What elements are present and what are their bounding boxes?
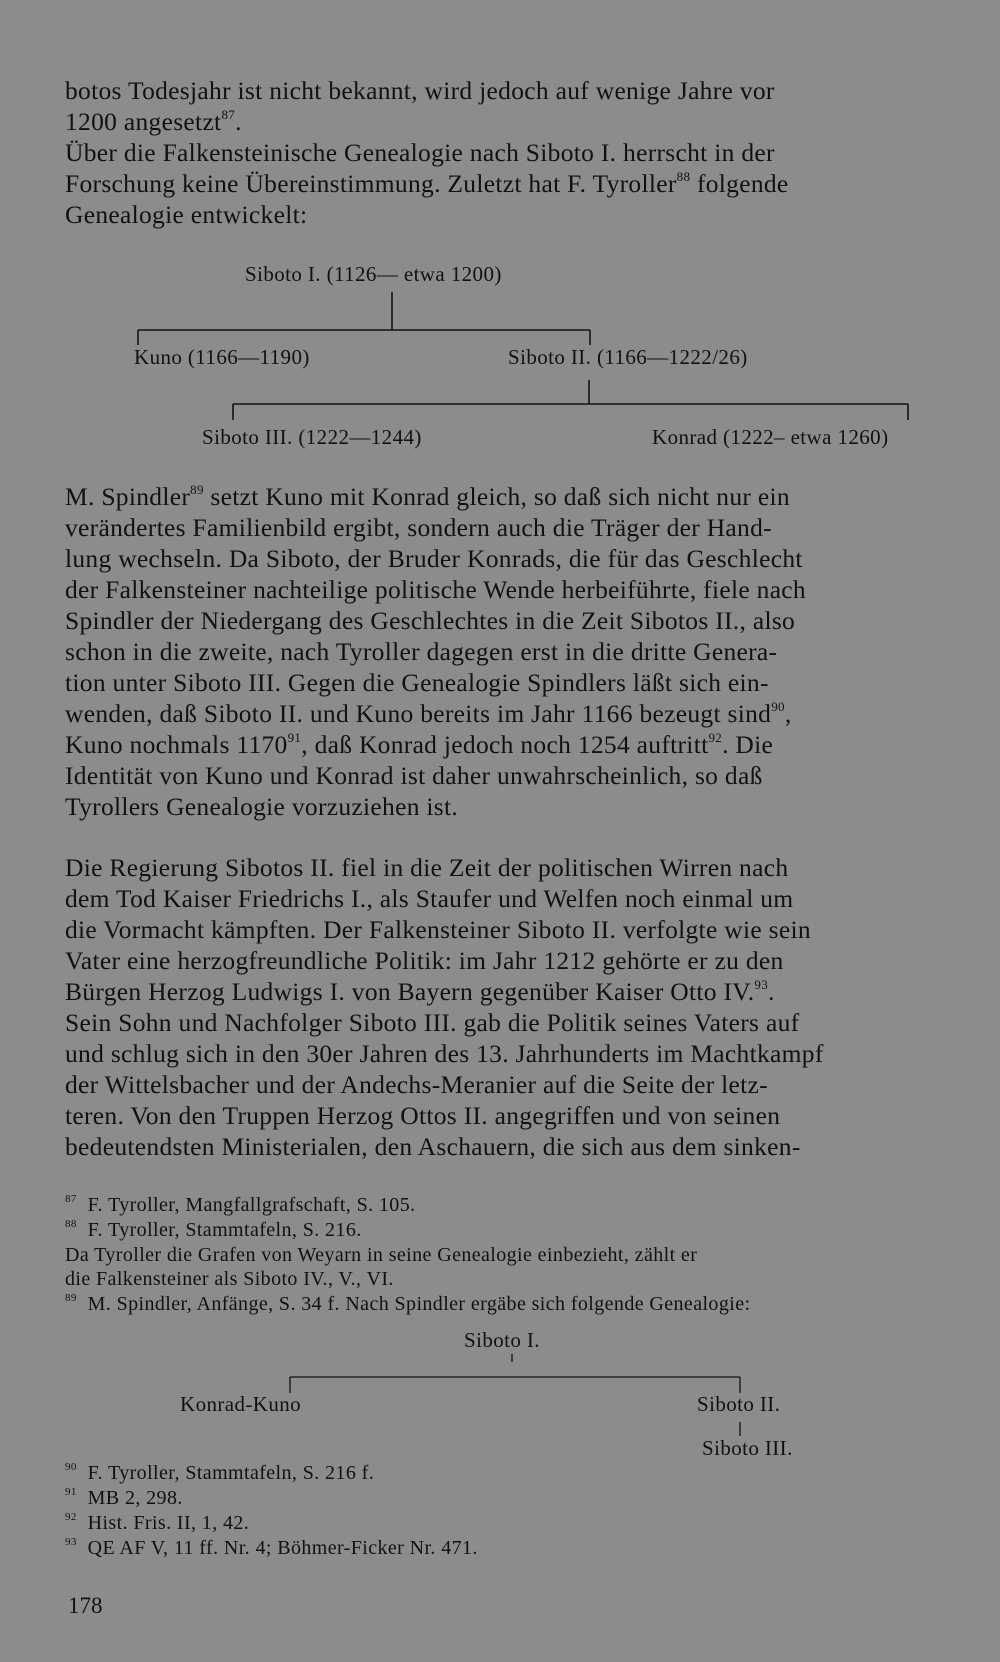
text-line: Genealogie entwickelt:: [65, 200, 308, 229]
text-line: die Vormacht kämpften. Der Falkensteiner Siboto II. verfolgte wie sein: [65, 915, 811, 944]
text-line: tion unter Siboto III. Gegen die Genealogie Spindlers läßt sich ein-: [65, 668, 769, 697]
footnote-91: $^{91}$ MB 2, 298.: [65, 1486, 183, 1509]
footnote-88-continuation: Da Tyroller die Grafen von Weyarn in seine Genealogie einbezieht, zählt er die Falkensteiner als Siboto IV., V., VI.: [65, 1244, 698, 1290]
text-line: Tyrollers Genealogie vorzuziehen ist.: [65, 792, 459, 821]
text-line: Über die Falkensteinische Genealogie nach Siboto I. herrscht in der: [65, 138, 775, 167]
text-line: schon in die zweite, nach Tyroller dagegen erst in die dritte Genera-: [65, 637, 778, 666]
text-line: Sein Sohn und Nachfolger Siboto III. gab die Politik seines Vaters auf: [65, 1008, 800, 1037]
footnote-ref: 88: [676, 169, 691, 184]
text-line: Identität von Kuno und Konrad ist daher unwahrscheinlich, so daß: [65, 761, 763, 790]
text-line: der Falkensteiner nachteilige politische Wende herbeiführte, fiele nach: [65, 575, 806, 604]
footnote-89: $^{89}$ M. Spindler, Anfänge, S. 34 f. Nach Spindler ergäbe sich folgende Genealogie:: [65, 1292, 751, 1315]
text-line: Vater eine herzogfreundliche Politik: im Jahr 1212 gehörte er zu den: [65, 946, 784, 975]
text-line: Die Regierung Sibotos II. fiel in die Zeit der politischen Wirren nach: [65, 853, 789, 882]
tree2-root-siboto-i: Siboto I.: [464, 1328, 540, 1352]
text-line: wenden, daß Siboto II. und Kuno bereits im Jahr 1166 bezeugt sind$^{90}$,: [65, 699, 792, 728]
text-line: Bürgen Herzog Ludwigs I. von Bayern gegenüber Kaiser Otto IV.$^{93}$.: [65, 977, 775, 1006]
text-line: botos Todesjahr ist nicht bekannt, wird jedoch auf wenige Jahre vor: [65, 76, 775, 105]
footnote-ref: 91: [287, 730, 302, 745]
tree2-child-siboto-ii: Siboto II.: [697, 1392, 781, 1416]
tree2-child-konrad-kuno: Konrad-Kuno: [180, 1392, 302, 1416]
footnote-88: $^{88}$ F. Tyroller, Stammtafeln, S. 216.: [65, 1218, 362, 1241]
footnote-ref: 89: [190, 482, 204, 497]
text-line: Spindler der Niedergang des Geschlechtes in die Zeit Sibotos II., also: [65, 606, 796, 635]
text-line: M. Spindler$^{89}$ setzt Kuno mit Konrad gleich, so daß sich nicht nur ein: [65, 482, 790, 511]
footnote-ref: 92: [708, 730, 723, 745]
footnote-93: $^{93}$ QE AF V, 11 ff. Nr. 4; Böhmer-Ficker Nr. 471.: [65, 1536, 478, 1559]
footnote-ref: 90: [771, 699, 785, 714]
footnote-92: $^{92}$ Hist. Fris. II, 1, 42.: [65, 1511, 250, 1534]
footnote-90: $^{90}$ F. Tyroller, Stammtafeln, S. 216 f.: [65, 1461, 375, 1484]
text-line: Kuno nochmals 1170$^{91}$, daß Konrad jedoch noch 1254 auftritt$^{92}$. Die: [65, 730, 774, 759]
footnote-87: $^{87}$ F. Tyroller, Mangfallgrafschaft, S. 105.: [65, 1193, 416, 1216]
text-line: der Wittelsbacher und der Andechs-Meranier auf die Seite der letz-: [65, 1070, 768, 1099]
tree-grandchild-konrad: Konrad (1222– etwa 1260): [652, 425, 889, 449]
text-line: dem Tod Kaiser Friedrichs I., als Staufer und Welfen noch einmal um: [65, 884, 794, 913]
text-line: lung wechseln. Da Siboto, der Bruder Konrads, die für das Geschlecht: [65, 544, 803, 573]
text-line: Forschung keine Übereinstimmung. Zuletzt hat F. Tyroller$^{88}$ folgende: [65, 169, 789, 198]
footnote-ref: 87: [221, 107, 236, 122]
footnote-ref: 93: [754, 977, 769, 992]
text-line: und schlug sich in den 30er Jahren des 13. Jahrhunderts im Machtkampf: [65, 1039, 824, 1068]
tree-grandchild-siboto-iii: Siboto III. (1222—1244): [202, 425, 422, 449]
text-line: 1200 angesetzt$^{87}$.: [65, 107, 242, 136]
page-number: 178: [68, 1593, 103, 1618]
tree-root-siboto-i: Siboto I. (1126— etwa 1200): [245, 262, 502, 286]
text-line: verändertes Familienbild ergibt, sondern auch die Träger der Hand-: [65, 513, 772, 542]
tree-child-kuno: Kuno (1166—1190): [134, 345, 310, 369]
text-line: teren. Von den Truppen Herzog Ottos II. angegriffen und von seinen: [65, 1101, 781, 1130]
tree-child-siboto-ii: Siboto II. (1166—1222/26): [508, 345, 748, 369]
tree2-grandchild-siboto-iii: Siboto III.: [702, 1436, 793, 1460]
text-line: bedeutendsten Ministerialen, den Aschauern, die sich aus dem sinken-: [65, 1132, 801, 1161]
